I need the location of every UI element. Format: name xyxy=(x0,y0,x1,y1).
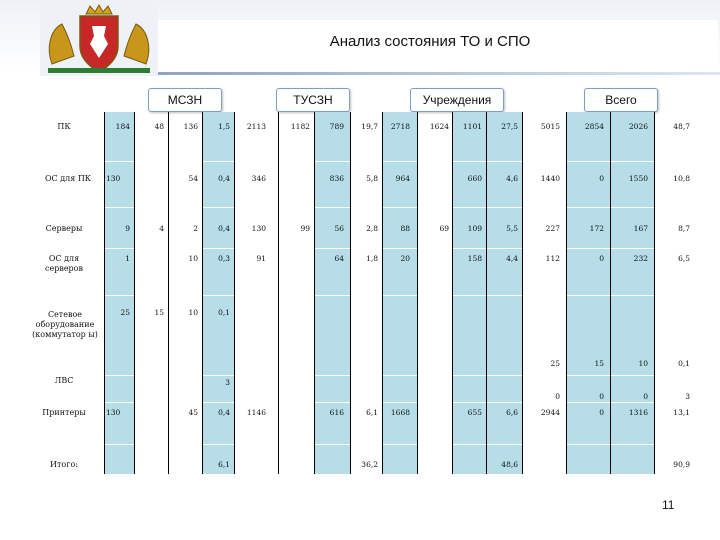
row-label-network: Сетевое оборудование (коммутатор ы) xyxy=(32,310,98,339)
table-cell: 4,6 xyxy=(506,174,518,183)
table-cell: 227 xyxy=(545,224,560,233)
table-cell: 2 xyxy=(193,224,198,233)
table-cell: 232 xyxy=(633,254,648,263)
table-cell: 6,5 xyxy=(678,254,690,263)
table-cell: 0,3 xyxy=(218,254,230,263)
group-header-mszn: МСЗН xyxy=(148,88,222,112)
group-header-total: Всего xyxy=(584,88,658,112)
table-cell: 48,7 xyxy=(673,122,690,131)
column-divider xyxy=(104,112,105,474)
column-divider xyxy=(522,112,523,474)
table-cell: 45 xyxy=(188,408,198,417)
table-cell: 655 xyxy=(467,408,482,417)
table-cell: 158 xyxy=(467,254,482,263)
table-cell: 1624 xyxy=(429,122,449,131)
table-cell: 0 xyxy=(599,254,604,263)
table-cell: 2,8 xyxy=(366,224,378,233)
table-cell: 0 xyxy=(643,392,648,401)
table-cell: 6,1 xyxy=(366,408,378,417)
table-cell: 1,8 xyxy=(366,254,378,263)
column-stripe xyxy=(202,112,234,474)
table-cell: 69 xyxy=(439,224,449,233)
group-header-institutions: Учреждения xyxy=(410,88,504,112)
table-cell: 2718 xyxy=(390,122,410,131)
table-cell: 4,4 xyxy=(506,254,518,263)
column-stripe xyxy=(452,112,486,474)
column-stripe xyxy=(486,112,522,474)
table-cell: 1146 xyxy=(246,408,266,417)
row-label-os-servers: ОС для серверов xyxy=(44,254,83,273)
table-cell: 15 xyxy=(154,308,164,317)
column-divider xyxy=(168,112,169,474)
column-divider xyxy=(202,112,203,474)
table-cell: 2026 xyxy=(628,122,648,131)
row-label-lan: ЛВС xyxy=(54,376,74,385)
table-cell: 13,1 xyxy=(673,408,690,417)
table-cell: 48,6 xyxy=(501,460,518,469)
column-divider xyxy=(350,112,351,474)
table-cell: 789 xyxy=(329,122,344,131)
column-divider xyxy=(314,112,315,474)
table-cell: 346 xyxy=(251,174,266,183)
table-cell: 2944 xyxy=(540,408,560,417)
table-cell: 10 xyxy=(188,254,198,263)
table-cell: 5,8 xyxy=(366,174,378,183)
table-cell: 25 xyxy=(120,308,130,317)
table-cell: 836 xyxy=(329,174,344,183)
slide-title: Анализ состояния ТО и СПО xyxy=(329,33,531,50)
table-cell: 0 xyxy=(555,392,560,401)
table-cell: 4 xyxy=(159,224,164,233)
table-cell: 616 xyxy=(329,408,344,417)
table-cell: 5,5 xyxy=(506,224,518,233)
table-cell: 1440 xyxy=(540,174,560,183)
column-stripe xyxy=(382,112,417,474)
table-cell: 9 xyxy=(125,224,130,233)
table-cell: 48 xyxy=(154,122,164,131)
table-cell: 1,5 xyxy=(218,122,230,131)
table-cell: 99 xyxy=(300,224,310,233)
row-separator xyxy=(32,444,692,445)
table-cell: 130 xyxy=(251,224,266,233)
coat-of-arms-emblem xyxy=(40,4,158,76)
table-cell: 5015 xyxy=(540,122,560,131)
column-divider xyxy=(452,112,453,474)
column-stripe xyxy=(566,112,610,474)
table-cell: 6,1 xyxy=(218,460,230,469)
table-cell: 0,4 xyxy=(218,224,230,233)
table-cell: 10 xyxy=(638,359,648,368)
column-divider xyxy=(417,112,418,474)
table-cell: 0,4 xyxy=(218,408,230,417)
table-cell: 3 xyxy=(685,392,690,401)
group-header-tuszn: ТУСЗН xyxy=(276,88,350,112)
table-cell: 6,6 xyxy=(506,408,518,417)
table-cell: 54 xyxy=(188,174,198,183)
table-cell: 1316 xyxy=(628,408,648,417)
table-cell: 1101 xyxy=(462,122,482,131)
table-cell: 0 xyxy=(599,408,604,417)
column-stripe xyxy=(610,112,654,474)
table-cell: 1668 xyxy=(390,408,410,417)
table-cell: 2113 xyxy=(246,122,266,131)
table-cell: 2854 xyxy=(584,122,604,131)
table-cell: 88 xyxy=(400,224,410,233)
table-cell: 1550 xyxy=(628,174,648,183)
title-underline xyxy=(158,72,720,75)
table-cell: 130 xyxy=(106,408,121,417)
row-separator xyxy=(32,402,692,403)
row-label-servers: Серверы xyxy=(45,224,83,233)
row-label-pc: ПК xyxy=(57,122,71,131)
row-label-printers: Принтеры xyxy=(42,408,86,417)
table-cell: 964 xyxy=(395,174,410,183)
table-cell: 56 xyxy=(334,224,344,233)
table-cell: 0,1 xyxy=(218,308,230,317)
table-cell: 19,7 xyxy=(361,122,378,131)
table-cell: 91 xyxy=(256,254,266,263)
table-cell: 10 xyxy=(188,308,198,317)
table-cell: 184 xyxy=(115,122,130,131)
table-cell: 90,9 xyxy=(673,460,690,469)
page-number: 11 xyxy=(662,498,675,512)
table-cell: 109 xyxy=(467,224,482,233)
row-separator xyxy=(32,295,692,296)
row-separator xyxy=(32,161,692,162)
column-divider xyxy=(654,112,655,474)
table-cell: 112 xyxy=(545,254,560,263)
table-cell: 3 xyxy=(225,378,230,387)
table-cell: 136 xyxy=(183,122,198,131)
column-stripe xyxy=(314,112,350,474)
table-cell: 1 xyxy=(125,254,130,263)
row-separator xyxy=(32,248,692,249)
table-cell: 0,1 xyxy=(678,359,690,368)
table-cell: 1182 xyxy=(290,122,310,131)
column-divider xyxy=(486,112,487,474)
table-cell: 8,7 xyxy=(678,224,690,233)
column-stripe xyxy=(104,112,134,474)
column-divider xyxy=(234,112,235,474)
table-cell: 64 xyxy=(334,254,344,263)
row-label-total: Итого: xyxy=(50,460,78,469)
table-cell: 15 xyxy=(594,359,604,368)
column-divider xyxy=(278,112,279,474)
table-cell: 660 xyxy=(467,174,482,183)
data-table xyxy=(32,112,692,474)
table-cell: 167 xyxy=(633,224,648,233)
row-separator xyxy=(32,375,692,376)
table-cell: 130 xyxy=(106,174,121,183)
table-cell: 10,8 xyxy=(673,174,690,183)
table-cell: 0 xyxy=(599,392,604,401)
row-label-os-pc: ОС для ПК xyxy=(45,174,91,183)
table-cell: 25 xyxy=(550,359,560,368)
table-cell: 172 xyxy=(589,224,604,233)
column-divider xyxy=(134,112,135,474)
table-cell: 0 xyxy=(599,174,604,183)
column-divider xyxy=(610,112,611,474)
table-cell: 36,2 xyxy=(361,460,378,469)
table-cell: 0,4 xyxy=(218,174,230,183)
table-cell: 27,5 xyxy=(501,122,518,131)
column-divider xyxy=(566,112,567,474)
table-cell: 20 xyxy=(400,254,410,263)
column-divider xyxy=(382,112,383,474)
row-separator xyxy=(32,207,692,208)
